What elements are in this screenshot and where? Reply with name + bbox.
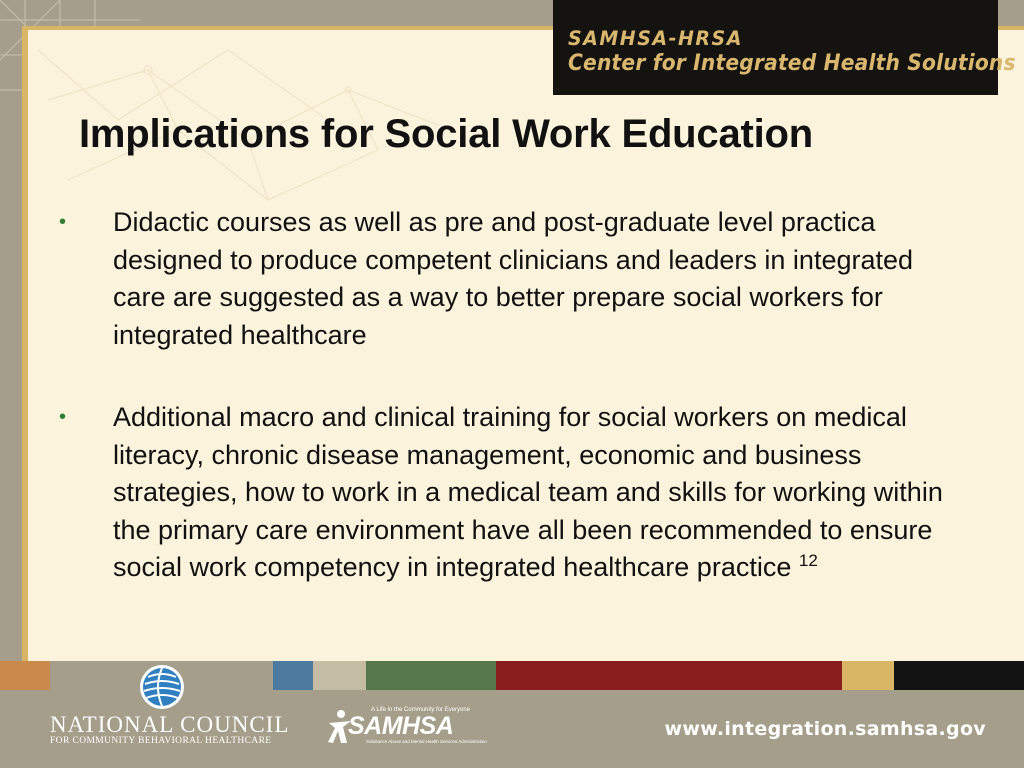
stripe-segment <box>496 661 842 690</box>
samhsa-logo-text: SAMHSA <box>348 712 454 740</box>
header-logo-box <box>553 0 1016 95</box>
slide-title: Implications for Social Work Education <box>79 112 814 156</box>
footer <box>0 690 1024 768</box>
stripe-segment <box>842 661 894 690</box>
bullet-list <box>55 204 955 587</box>
citation-superscript: 12 <box>798 551 818 570</box>
header-org: SAMHSA-HRSA <box>568 27 743 51</box>
bullet-marker: • <box>59 406 67 428</box>
national-council-subtitle: FOR COMMUNITY BEHAVIORAL HEALTHCARE <box>50 736 272 746</box>
bullet-item <box>55 399 955 587</box>
bullet-text: Didactic courses as well as pre and post-graduate level practica designed to produce competent clinicians and leaders in integrated care are suggested as a way to better prepare social workers for integrated healthcare <box>113 207 914 350</box>
stripe-segment <box>273 661 313 690</box>
bullet-marker: • <box>59 211 67 233</box>
header-center-name: Center for Integrated Health Solutions <box>568 51 1016 76</box>
bullet-text: Additional macro and clinical training for social workers on medical literacy, chronic disease management, economic and business strategies, how to work in a medical team and skills for working within the primary care environment have all been recommended to ensure social work competency in integrated healthcare practice <box>113 402 943 582</box>
website-link[interactable]: www.integration.samhsa.gov <box>664 718 986 740</box>
national-council-name: NATIONAL COUNCIL <box>50 712 290 737</box>
stripe-segment <box>894 661 1024 690</box>
stripe-segment <box>0 661 50 690</box>
bullet-item <box>55 204 955 354</box>
stripe-segment <box>313 661 366 690</box>
national-council-globe-icon <box>138 663 186 711</box>
samhsa-subtitle: Substance Abuse and Mental Health Services Administration <box>366 739 487 744</box>
stripe-segment <box>366 661 496 690</box>
samhsa-tagline: A Life in the Community for Everyone <box>371 707 471 713</box>
